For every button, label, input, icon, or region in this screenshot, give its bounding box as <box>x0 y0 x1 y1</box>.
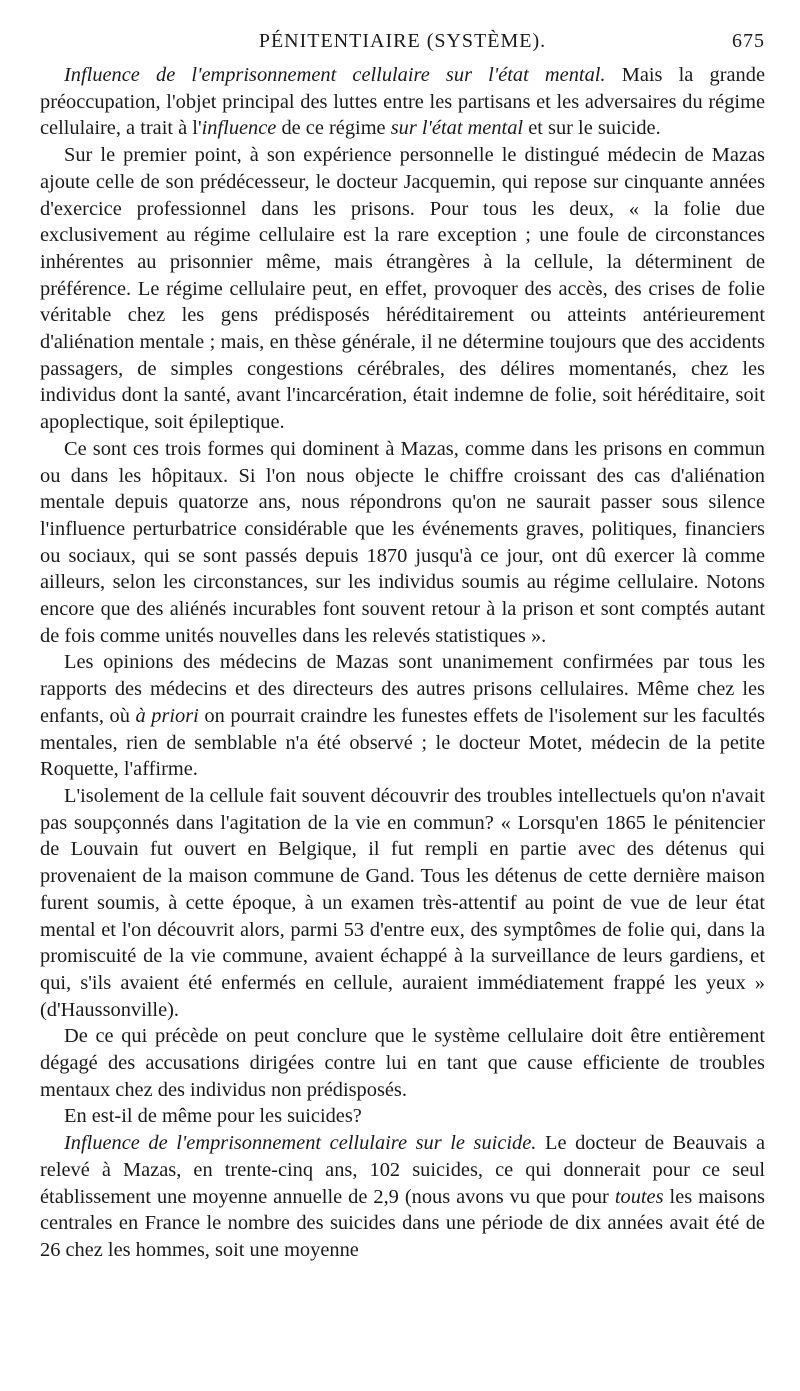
text-run: L'isolement de la cellule fait souvent découvrir des troubles intellectuels qu'on n'avait pas soupçonnés dans l'agitation de la vie en commun? « Lorsqu'en 1865 le pénitencier de Louvain fut ouvert en Belgique, il fut rempli en partie avec des détenus qui provenaient de la maison commune de Gand. Tous les détenus de cette dernière maison furent soumis, à cette époque, à un examen très-attentif au point de vue de leur état mental et l'on découvrit alors, parmi 53 d'entre eux, des symptômes de folie qui, dans la promiscuité de la vie commune, avaient échappé à la surveillance de leurs gardiens, et qui, s'ils avaient été enfermés en cellule, auraient immédiatement frappé les yeux » (d'Haussonville). <box>40 784 765 1021</box>
italic-text: Influence de l'emprisonnement cellulaire sur le suicide. <box>64 1132 537 1155</box>
italic-text: sur l'état mental <box>390 117 524 140</box>
text-run: les maisons centrales en France le nombre des suicides dans une période de dix années avait été de 26 chez les hommes, soit une moyenne <box>40 1185 765 1261</box>
italic-text: Influence de l'emprisonnement cellulaire sur l'état mental. <box>64 64 606 86</box>
paragraph <box>40 142 765 436</box>
text-run: et sur le suicide. <box>523 117 661 140</box>
paragraph <box>40 436 765 650</box>
text-run: de ce régime <box>276 117 391 140</box>
text-run: De ce qui précède on peut conclure que le système cellulaire doit être entièrement dégagé des accusations dirigées contre lui en tant que cause efficiente de troubles mentaux chez des individus non prédisposés. <box>40 1025 765 1101</box>
text-run: Mais la grande préoccupation, l'objet principal des luttes entre les partisans et les adversaires du régime cellulaire, a trait à l' <box>40 64 765 140</box>
paragraph <box>40 649 765 783</box>
page-number: 675 <box>732 30 765 52</box>
italic-text: à priori <box>135 704 199 727</box>
paragraph <box>40 1103 765 1130</box>
text-run: Le docteur de Beauvais a relevé à Mazas, en trente-cinq ans, 102 suicides, ce qui donnerait pour ce seul établissement une moyenne annuelle de 2,9 (nous avons vu que pour <box>40 1132 765 1208</box>
document-page <box>40 30 765 1264</box>
paragraph <box>40 1023 765 1103</box>
paragraph <box>40 1130 765 1264</box>
text-run: Sur le premier point, à son expérience personnelle le distingué médecin de Mazas ajoute celle de son prédécesseur, le docteur Jacquemin, qui repose sur cinquante années d'exercice professionnel dans les prisons. Pour tous les deux, « la folie due exclusivement au régime cellulaire est la rare exception ; une foule de circonstances inhérentes au prisonnier même, mais étrangères à la cellule, la déterminent de préférence. Le régime cellulaire peut, en effet, provoquer des accès, des crises de folie véritable chez les gens prédisposés héréditairement ou atteints antérieurement d'aliénation mentale ; mais, en thèse générale, il ne détermine toujours que des accidents passagers, de simples congestions cérébrales, des délires momentanés, chez les individus dont la santé, avant l'incarcération, était indemne de folie, soit héréditaire, soit apoplectique, soit épileptique. <box>40 144 765 434</box>
text-run: Les opinions des médecins de Mazas sont unanimement confirmées par tous les rapports des médecins et des directeurs des autres prisons cellulaires. Même chez les enfants, où <box>40 651 765 727</box>
body-text <box>40 62 765 1264</box>
text-run: En est-il de même pour les suicides? <box>64 1105 362 1128</box>
text-run: Ce sont ces trois formes qui dominent à Mazas, comme dans les prisons en commun ou dans les hôpitaux. Si l'on nous objecte le chiffre croissant des cas d'aliénation mentale depuis quatorze ans, nous répondrons qu'on ne saurait passer sous silence l'influence perturbatrice considérable que les événements graves, politiques, financiers ou sociaux, qui se sont passés depuis 1870 jusqu'à ce jour, ont dû exercer là comme ailleurs, selon les circonstances, sur les individus soumis au régime cellulaire. Notons encore que des aliénés incurables font souvent retour à la prison et sont comptés autant de fois comme unités nouvelles dans les relevés statistiques ». <box>40 437 765 647</box>
running-title: PÉNITENTIAIRE (SYSTÈME). <box>258 30 547 52</box>
text-run: on pourrait craindre les funestes effets de l'isolement sur les facultés mentales, rien de semblable n'a été observé ; le docteur Motet, médecin de la petite Roquette, l'affirme. <box>40 704 765 781</box>
italic-text: influence <box>201 117 277 140</box>
paragraph <box>40 783 765 1023</box>
running-header <box>40 30 765 56</box>
italic-text: toutes <box>614 1185 664 1208</box>
paragraph <box>40 62 765 142</box>
